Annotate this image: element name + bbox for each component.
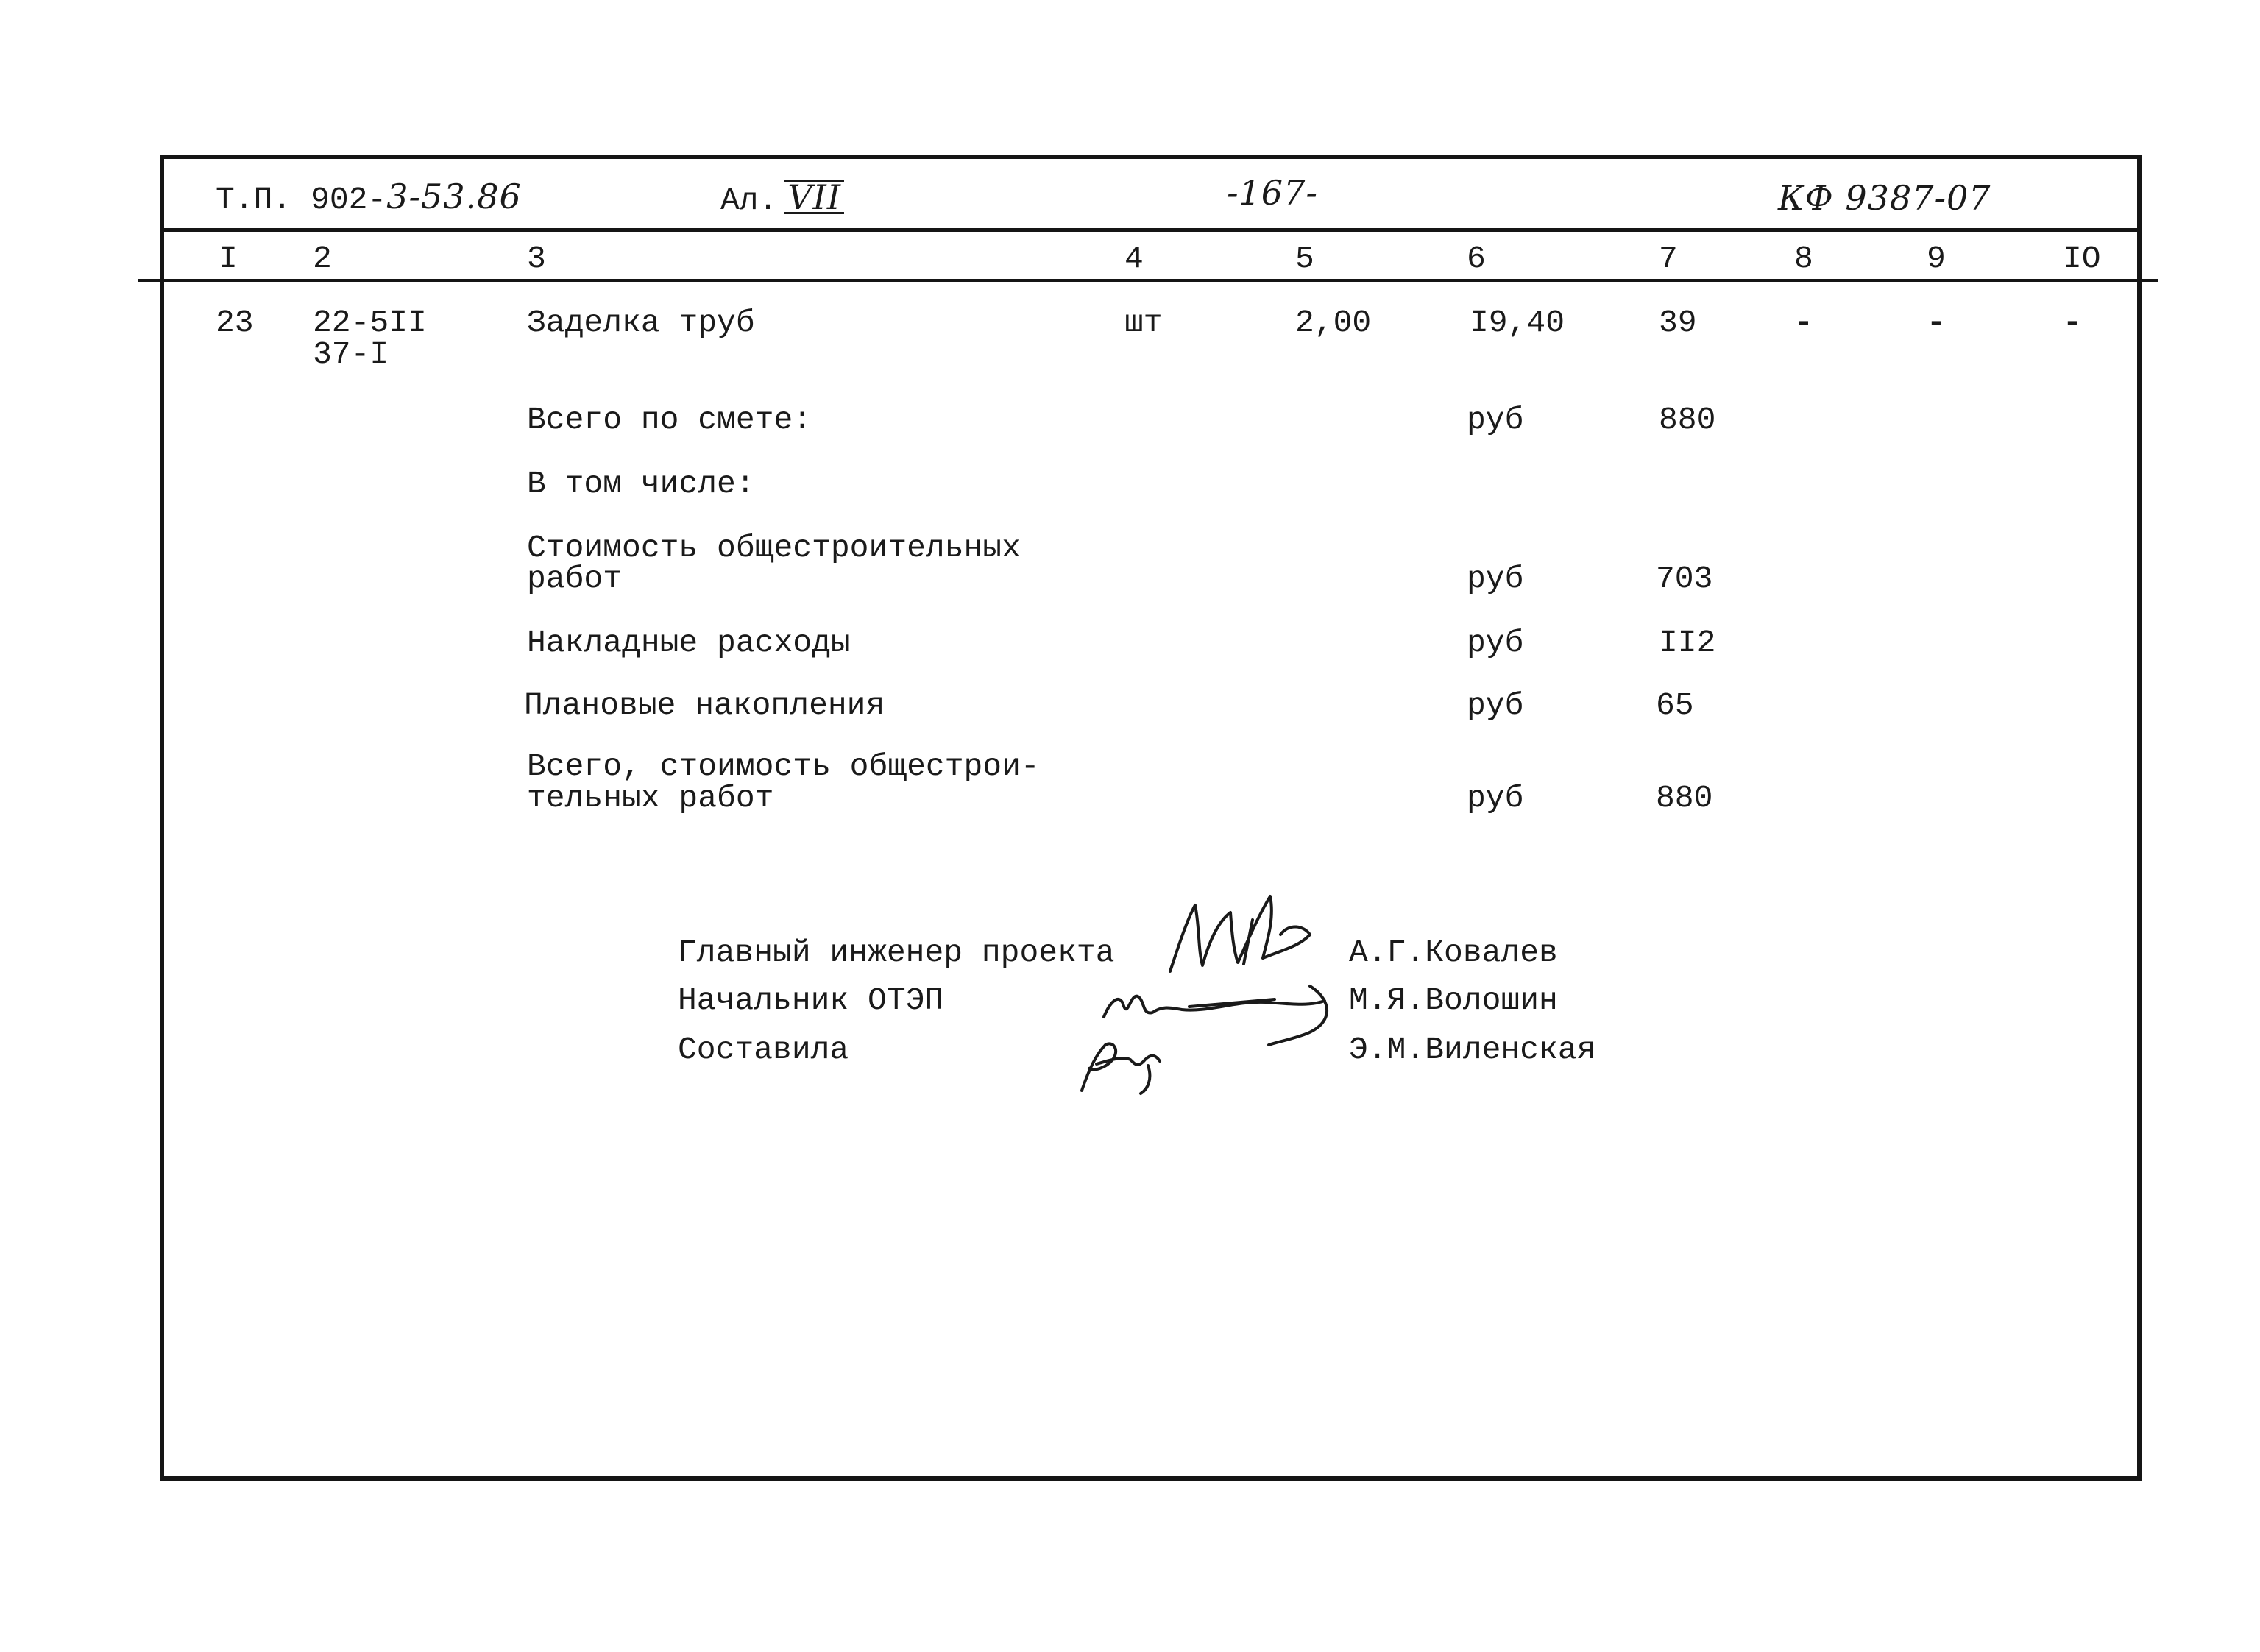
column-number-9: 9	[1927, 241, 1946, 277]
column-number-5: 5	[1295, 241, 1314, 277]
signature-role-compiler: Составила	[678, 1032, 849, 1068]
summary-construction-unit: руб	[1467, 561, 1524, 597]
album-label: Ал.	[720, 182, 778, 219]
signature-role-department-head: Начальник ОТЭП	[678, 982, 944, 1018]
row-total: 39	[1659, 305, 1697, 341]
summary-total-unit: руб	[1467, 402, 1524, 438]
row-unit: шт	[1124, 305, 1163, 341]
album-number: VII	[784, 180, 844, 214]
document-code-typed: Т.П. 902-	[216, 182, 387, 218]
header-divider	[164, 228, 2137, 232]
column-number-7: 7	[1659, 241, 1678, 277]
signature-tail-stroke	[1269, 986, 1327, 1045]
summary-grand-total-label-1: Всего, стоимость общестрои-	[527, 748, 1040, 784]
column-number-4: 4	[1124, 241, 1144, 277]
column-number-2: 2	[313, 241, 332, 277]
signature-department-head	[1104, 996, 1325, 1017]
summary-grand-total-label-2: тельных работ	[527, 780, 774, 816]
reference-code: КФ 9387-07	[1778, 178, 1991, 218]
column-number-3: 3	[527, 241, 546, 277]
column-number-8: 8	[1794, 241, 1813, 277]
summary-planned-value: 65	[1656, 687, 1694, 723]
row-price: I9,40	[1470, 305, 1565, 341]
row-quantity: 2,00	[1295, 305, 1372, 341]
summary-total-label: Всего по смете:	[527, 402, 812, 438]
document-frame	[160, 155, 2142, 1481]
row-code-line-2: 37-I	[313, 336, 389, 372]
summary-construction-label-2: работ	[527, 561, 623, 597]
summary-grand-total-unit: руб	[1467, 780, 1524, 816]
row-name: Заделка труб	[527, 305, 755, 341]
summary-overhead-label: Накладные расходы	[527, 625, 850, 661]
album-reference	[720, 177, 844, 219]
summary-overhead-value: II2	[1659, 625, 1716, 661]
signature-name-department-head: М.Я.Волошин	[1349, 982, 1558, 1018]
signature-name-chief-engineer: А.Г.Ковалев	[1349, 935, 1558, 971]
column-number-divider	[138, 279, 2158, 282]
signature-compiler	[1082, 1043, 1160, 1093]
row-code-line-1: 22-5II	[313, 305, 427, 341]
signature-chief-engineer	[1170, 896, 1310, 971]
signature-name-compiler: Э.М.Виленская	[1349, 1032, 1596, 1068]
row-number: 23	[216, 305, 254, 341]
column-number-10: IO	[2063, 241, 2101, 277]
column-number-1: I	[219, 241, 238, 277]
document-code	[216, 177, 522, 218]
row-col10: -	[2063, 305, 2082, 341]
summary-planned-unit: руб	[1467, 687, 1524, 723]
summary-including-label: В том числе:	[527, 466, 755, 502]
summary-total-value: 880	[1659, 402, 1716, 438]
row-col9: -	[1927, 305, 1946, 341]
page-number: -167-	[1227, 173, 1318, 213]
summary-construction-label-1: Стоимость общестроительных	[527, 530, 1021, 566]
signature-role-chief-engineer: Главный инженер проекта	[678, 935, 1115, 971]
summary-grand-total-value: 880	[1656, 780, 1713, 816]
row-col8: -	[1794, 305, 1813, 341]
summary-overhead-unit: руб	[1467, 625, 1524, 661]
handwritten-signatures	[1060, 876, 1339, 1104]
summary-construction-value: 703	[1656, 561, 1713, 597]
summary-planned-label: Плановые накопления	[524, 687, 885, 723]
column-number-6: 6	[1467, 241, 1486, 277]
document-code-handwritten: 3-53.86	[386, 177, 522, 216]
